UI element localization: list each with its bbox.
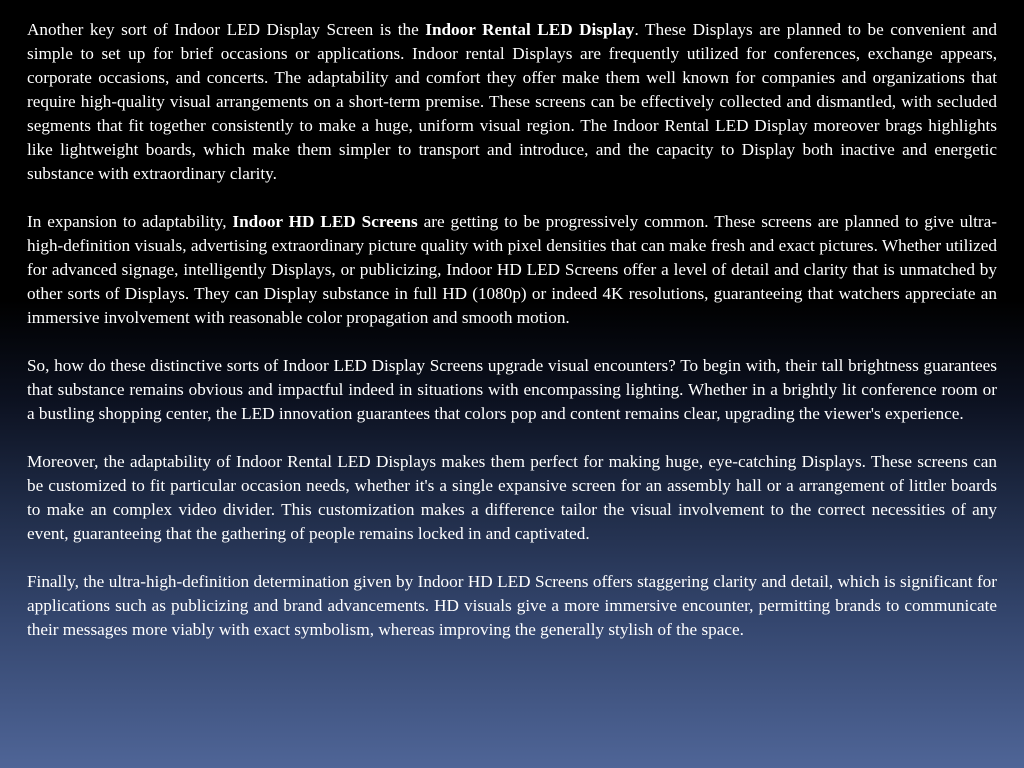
paragraph-text-start: In expansion to adaptability, [27,212,233,231]
paragraph-rental-display [27,18,997,186]
paragraph-brightness: So, how do these distinctive sorts of Indoor LED Display Screens upgrade visual encounters? To begin with, their tall brightness guarantees that substance remains obvious and impactful indeed in situations with encompassing lighting. Whether in a brightly lit conference room or a bustling shopping center, the LED innovation guarantees that colors pop and content remains clear, upgrading the viewer's experience. [27,356,997,423]
bold-term-indoor-hd-led-screens: Indoor HD LED Screens [232,212,418,231]
slide-content [27,18,997,666]
paragraph-hd-screens [27,210,997,330]
paragraph-text-end: are getting to be progressively common. These screens are planned to give ultra-high-definition visuals, advertising extraordinary picture quality with pixel densities that can make fresh and exact pictures. Whether utilized for advanced signage, intelligently Displays, or publicizing, Indoor HD LED Screens offer a level of detail and clarity that is unmatched by other sorts of Displays. They can Display substance in full HD (1080p) or indeed 4K resolutions, guaranteeing that watchers appreciate an immersive involvement with reasonable color propagation and smooth motion. [27,212,997,327]
bold-term-indoor-rental-led-display: Indoor Rental LED Display [425,20,635,39]
paragraph-text-end: . These Displays are planned to be convenient and simple to set up for brief occasions or applications. Indoor rental Displays are frequently utilized for conferences, exchange appears, corporate occasions, and concerts. The adaptability and comfort they offer make them well known for companies and organizations that require high-quality visual arrangements on a short-term premise. These screens can be effectively collected and dismantled, with secluded segments that fit together consistently to make a huge, uniform visual region. The Indoor Rental LED Display moreover brags highlights like lightweight boards, which make them simpler to transport and introduce, and the capacity to Display both inactive and energetic substance with extraordinary clarity. [27,20,997,183]
paragraph-hd-clarity: Finally, the ultra-high-definition determination given by Indoor HD LED Screens offers staggering clarity and detail, which is significant for applications such as publicizing and brand advancements. HD visuals give a more immersive encounter, permitting brands to communicate their messages more viably with exact symbolism, whereas improving the generally stylish of the space. [27,572,997,639]
paragraph-adaptability: Moreover, the adaptability of Indoor Rental LED Displays makes them perfect for making huge, eye-catching Displays. These screens can be customized to fit particular occasion needs, whether it's a single expansive screen for an assembly hall or a arrangement of littler boards to make an complex video divider. This customization makes a difference tailor the visual involvement to the correct necessities of any event, guaranteeing that the gathering of people remains locked in and captivated. [27,452,997,543]
paragraph-text-start: Another key sort of Indoor LED Display Screen is the [27,20,426,39]
